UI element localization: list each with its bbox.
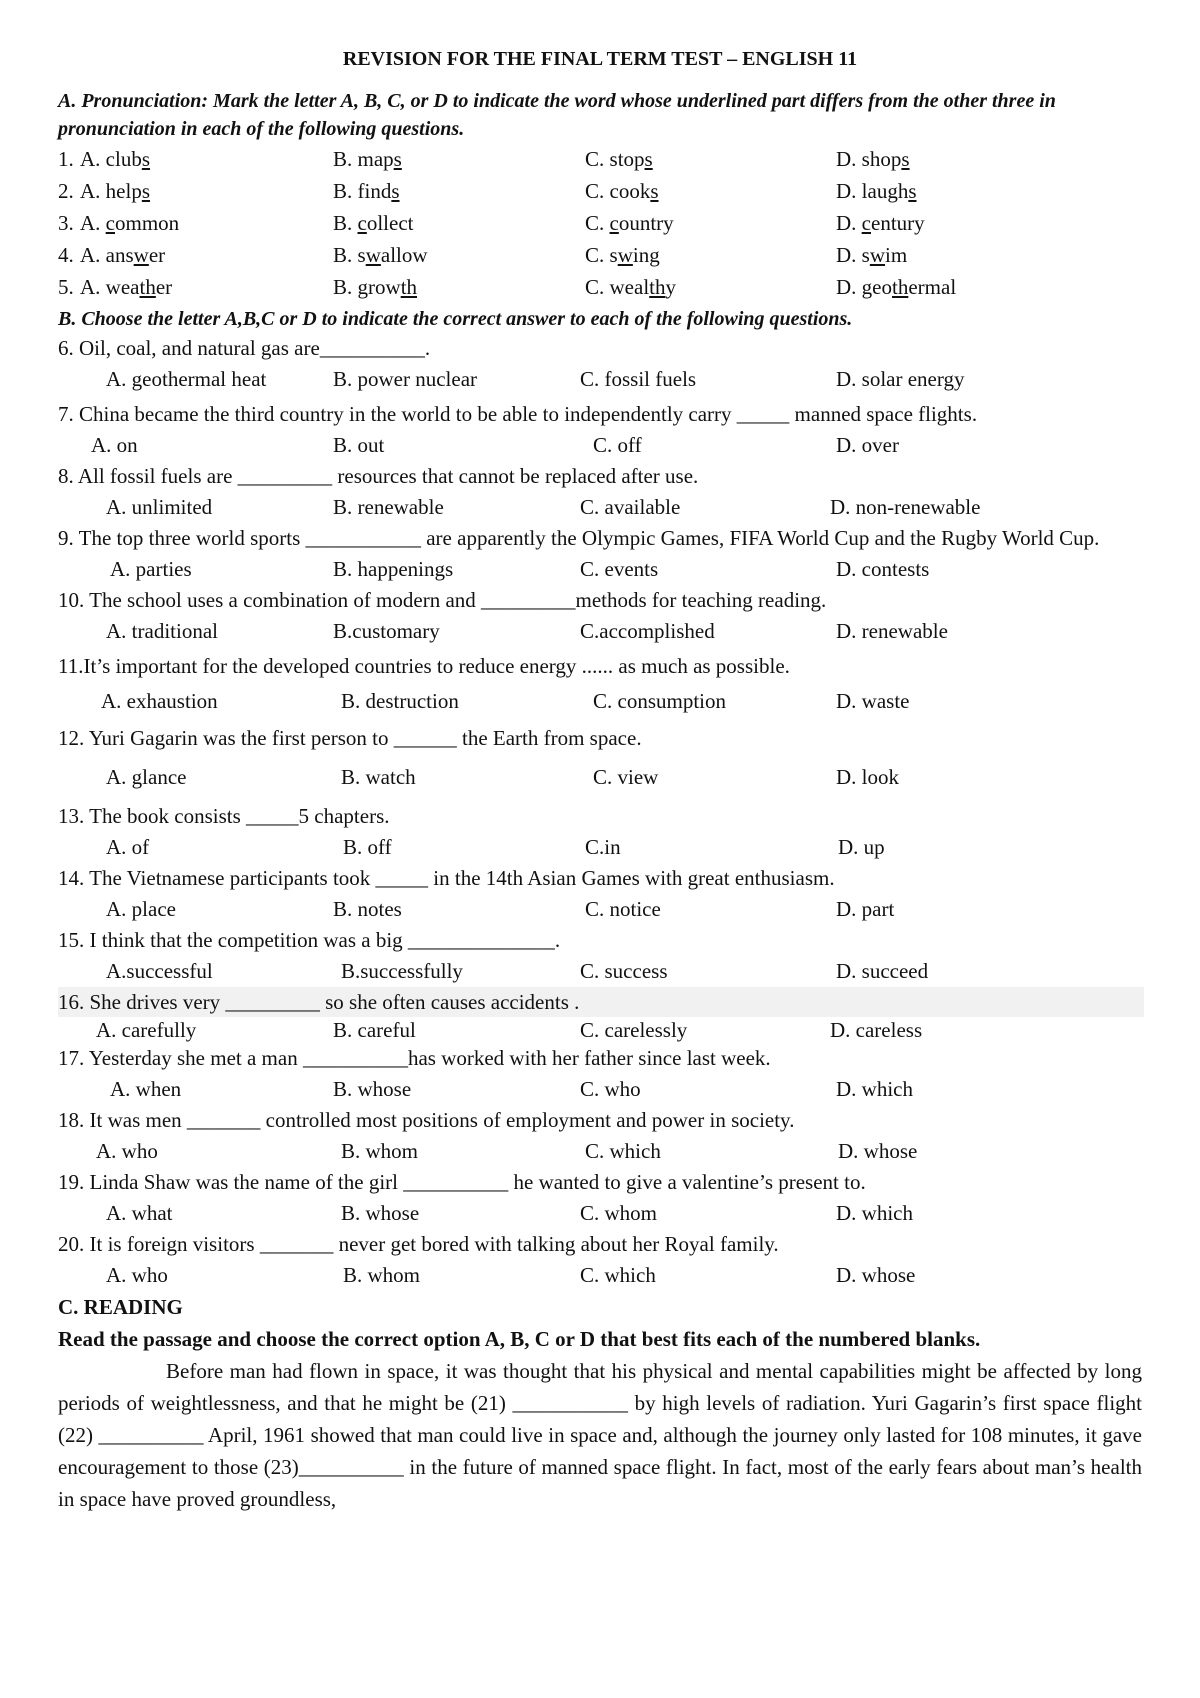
answer-option[interactable] <box>585 271 676 303</box>
answer-option[interactable]: A.successful <box>106 959 213 983</box>
pronunciation-question <box>58 143 1142 175</box>
question-number: 2. <box>58 179 74 203</box>
option-letter: C. <box>585 179 610 203</box>
answer-option[interactable]: D. which <box>836 1201 913 1225</box>
answer-option[interactable] <box>333 271 417 303</box>
option-letter: C. <box>585 275 610 299</box>
answer-option[interactable]: B. watch <box>341 765 416 789</box>
word-part: shop <box>861 147 902 171</box>
options-row <box>58 1259 1142 1291</box>
options-row <box>58 955 1142 987</box>
answer-option[interactable]: D. non-renewable <box>830 495 981 519</box>
answer-option[interactable]: A. geothermal heat <box>106 367 267 391</box>
answer-option[interactable]: B.customary <box>333 619 440 643</box>
question-stem: 14. The Vietnamese participants took _____ in the 14th Asian Games with great enthusiasm. <box>58 866 835 890</box>
word-part: grow <box>357 275 401 299</box>
section-a-heading: A. Pronunciation: Mark the letter A, B, C, or D to indicate the word whose underlined part differs from the other three in pronunciation in each of the following questions. <box>58 90 1056 140</box>
word-part: ans <box>105 243 134 267</box>
answer-option[interactable] <box>80 271 172 303</box>
underlined-part: s <box>908 179 917 203</box>
answer-option[interactable]: B. out <box>333 433 385 457</box>
answer-option[interactable]: C. success <box>580 959 668 983</box>
option-letter: C. <box>585 243 610 267</box>
question-stem: 19. Linda Shaw was the name of the girl __________ he wanted to give a valentine’s present to. <box>58 1170 866 1194</box>
underlined-part: s <box>141 147 151 171</box>
section-c-heading: C. READING <box>58 1295 183 1319</box>
answer-option[interactable] <box>836 143 910 175</box>
word-part: wea <box>105 275 140 299</box>
answer-option[interactable]: C. available <box>580 495 681 519</box>
answer-option[interactable]: B. renewable <box>333 495 444 519</box>
answer-option[interactable]: B. whose <box>333 1077 412 1101</box>
word-part: entury <box>871 211 925 235</box>
answer-option[interactable]: D. part <box>836 897 895 921</box>
question-stem: 11.It’s important for the developed countries to reduce energy ...... as much as possible. <box>58 654 790 678</box>
option-letter: B. <box>333 275 358 299</box>
option-letter: D. <box>836 211 862 235</box>
options-row <box>58 553 1142 585</box>
answer-option[interactable]: A. on <box>91 433 138 457</box>
answer-option[interactable]: D. look <box>836 765 899 789</box>
word-part: ollect <box>366 211 414 235</box>
word-part: ing <box>632 243 660 267</box>
answer-option[interactable]: A. place <box>106 897 176 921</box>
answer-option[interactable] <box>333 239 428 271</box>
answer-option[interactable]: B. power nuclear <box>333 367 478 391</box>
pronunciation-question <box>58 239 1142 271</box>
option-letter: B. <box>333 243 358 267</box>
answer-option[interactable]: A. glance <box>106 765 187 789</box>
question-stem: 16. She drives very _________ so she often causes accidents . <box>58 987 1144 1017</box>
question-stem: 18. It was men _______ controlled most positions of employment and power in society. <box>58 1108 795 1132</box>
word-part: ountry <box>618 211 674 235</box>
answer-option[interactable]: A. exhaustion <box>101 689 218 713</box>
answer-option[interactable]: D. which <box>836 1077 913 1101</box>
answer-option[interactable] <box>585 175 659 207</box>
option-letter: B. <box>333 211 358 235</box>
question-stem: 15. I think that the competition was a big ______________. <box>58 928 561 952</box>
section-b-heading: B. Choose the letter A,B,C or D to indicate the correct answer to each of the following questions. <box>58 308 853 330</box>
options-row <box>58 615 1142 647</box>
answer-option[interactable]: D. careless <box>830 1018 923 1042</box>
word-part: ermal <box>908 275 957 299</box>
answer-option[interactable]: C.accomplished <box>580 619 715 643</box>
answer-option[interactable]: A. of <box>106 835 150 859</box>
answer-option[interactable]: B. careful <box>333 1018 416 1042</box>
answer-option[interactable]: A. what <box>106 1201 173 1225</box>
word-part: er <box>148 243 166 267</box>
option-letter: A. <box>80 179 106 203</box>
answer-option[interactable]: A. traditional <box>106 619 218 643</box>
answer-option[interactable] <box>836 175 917 207</box>
word-part: s <box>609 243 618 267</box>
answer-option[interactable]: C. whom <box>580 1201 658 1225</box>
answer-option[interactable] <box>585 143 653 175</box>
options-row <box>58 893 1142 925</box>
answer-option[interactable] <box>333 143 402 175</box>
answer-option[interactable]: C. notice <box>585 897 661 921</box>
question-stem: 20. It is foreign visitors _______ never get bored with talking about her Royal family. <box>58 1232 779 1256</box>
option-letter: D. <box>836 147 862 171</box>
word-part: er <box>155 275 173 299</box>
underlined-part: w <box>133 243 149 267</box>
option-letter: A. <box>80 211 106 235</box>
word-part: weal <box>609 275 650 299</box>
answer-option[interactable]: D. waste <box>836 689 910 713</box>
answer-option[interactable]: D. contests <box>836 557 930 581</box>
answer-option[interactable]: B. off <box>343 835 392 859</box>
options-row <box>58 363 1142 395</box>
options-row <box>58 491 1142 523</box>
answer-option[interactable]: D. up <box>838 835 885 859</box>
question-stem: 13. The book consists _____5 chapters. <box>58 804 390 828</box>
question-stem: 12. Yuri Gagarin was the first person to ______ the Earth from space. <box>58 726 642 750</box>
underlined-part: s <box>901 147 910 171</box>
answer-option[interactable]: D. whose <box>836 1263 916 1287</box>
option-letter: D. <box>836 275 862 299</box>
answer-option[interactable]: A. parties <box>110 557 192 581</box>
underlined-part: c <box>861 211 871 235</box>
question-number: 5. <box>58 275 74 299</box>
answer-option[interactable]: B. whom <box>341 1139 419 1163</box>
word-part: cook <box>609 179 651 203</box>
options-row <box>58 1073 1142 1105</box>
underlined-part: th <box>892 275 909 299</box>
word-part: y <box>665 275 677 299</box>
answer-option[interactable]: B. whose <box>341 1201 420 1225</box>
options-row <box>58 429 1142 461</box>
options-row <box>58 761 1142 793</box>
answer-option[interactable]: A. who <box>106 1263 168 1287</box>
answer-option[interactable]: A. carefully <box>96 1018 197 1042</box>
pronunciation-question <box>58 175 1142 207</box>
option-letter: A. <box>80 275 106 299</box>
answer-option[interactable] <box>333 175 400 207</box>
underlined-part: w <box>617 243 633 267</box>
question-number: 3. <box>58 211 74 235</box>
option-letter: A. <box>80 243 106 267</box>
question-number: 1. <box>58 147 74 171</box>
answer-option[interactable]: A. when <box>110 1077 182 1101</box>
pronunciation-question <box>58 207 1142 239</box>
question-stem: 8. All fossil fuels are _________ resources that cannot be replaced after use. <box>58 464 699 488</box>
word-part: laugh <box>861 179 909 203</box>
answer-option[interactable]: D. renewable <box>836 619 948 643</box>
answer-option[interactable]: C.in <box>585 835 621 859</box>
options-row <box>58 1197 1142 1229</box>
underlined-part: w <box>869 243 886 267</box>
underlined-part: s <box>391 179 400 203</box>
options-row <box>58 685 1142 717</box>
option-letter: B. <box>333 147 358 171</box>
word-part: club <box>105 147 142 171</box>
underlined-part: c <box>357 211 367 235</box>
underlined-part: s <box>393 147 402 171</box>
section-a-questions <box>58 143 1142 303</box>
word-part: s <box>357 243 366 267</box>
answer-option[interactable]: C. events <box>580 557 659 581</box>
option-letter: C. <box>585 147 610 171</box>
answer-option[interactable] <box>836 271 956 303</box>
answer-option[interactable]: B. notes <box>333 897 402 921</box>
answer-option[interactable] <box>333 207 414 239</box>
underlined-part: c <box>609 211 619 235</box>
options-row <box>58 831 1142 863</box>
word-part: stop <box>609 147 645 171</box>
answer-option[interactable]: C. carelessly <box>580 1018 688 1042</box>
option-letter: B. <box>333 179 358 203</box>
underlined-part: s <box>644 147 653 171</box>
reading-instruction: Read the passage and choose the correct option A, B, C or D that best fits each of the numbered blanks. <box>58 1327 981 1351</box>
options-row <box>58 1017 1142 1043</box>
answer-option[interactable] <box>80 239 165 271</box>
answer-option[interactable]: C. which <box>585 1139 661 1163</box>
answer-option[interactable]: A. who <box>96 1139 158 1163</box>
word-part: help <box>105 179 142 203</box>
answer-option[interactable]: D. succeed <box>836 959 929 983</box>
question-stem: 6. Oil, coal, and natural gas are__________. <box>58 336 431 360</box>
answer-option[interactable]: A. unlimited <box>106 495 213 519</box>
underlined-part: c <box>105 211 115 235</box>
answer-option[interactable]: D. solar energy <box>836 367 965 391</box>
option-letter: D. <box>836 243 862 267</box>
word-part: ommon <box>115 211 180 235</box>
answer-option[interactable]: C. view <box>593 765 659 789</box>
answer-option[interactable]: B. whom <box>343 1263 421 1287</box>
underlined-part: s <box>141 179 151 203</box>
question-stem: 9. The top three world sports ___________ are apparently the Olympic Games, FIFA World Cup and the Rugby World Cup. <box>58 526 1100 550</box>
underlined-part: th <box>139 275 156 299</box>
answer-option[interactable]: B. happenings <box>333 557 454 581</box>
answer-option[interactable]: C. fossil fuels <box>580 367 697 391</box>
worksheet <box>58 48 1142 1515</box>
answer-option[interactable] <box>585 239 660 271</box>
answer-option[interactable] <box>836 207 925 239</box>
page-title: REVISION FOR THE FINAL TERM TEST – ENGLISH 11 <box>342 48 858 70</box>
answer-option[interactable]: B.successfully <box>341 959 463 983</box>
question-stem: 10. The school uses a combination of modern and _________methods for teaching reading. <box>58 588 827 612</box>
answer-option[interactable]: C. which <box>580 1263 656 1287</box>
answer-option[interactable]: D. whose <box>838 1139 918 1163</box>
option-letter: C. <box>585 211 610 235</box>
question-stem: 17. Yesterday she met a man __________has worked with her father since last week. <box>58 1046 771 1070</box>
underlined-part: w <box>365 243 381 267</box>
option-letter: D. <box>836 179 862 203</box>
answer-option[interactable]: C. consumption <box>593 689 727 713</box>
answer-option[interactable]: C. who <box>580 1077 641 1101</box>
underlined-part: th <box>649 275 666 299</box>
answer-option[interactable] <box>80 143 150 175</box>
answer-option[interactable] <box>80 175 150 207</box>
answer-option[interactable] <box>585 207 674 239</box>
word-part: im <box>885 243 908 267</box>
word-part: s <box>861 243 870 267</box>
pronunciation-question <box>58 271 1142 303</box>
underlined-part: th <box>400 275 418 299</box>
reading-passage: Before man had flown in space, it was thought that his physical and mental capabilities might be affected by long periods of weightlessness, and that he might be (21) ___________ by high levels of radiation. Yuri Gagarin’s first space flight (22) __________ April, 1961 showed that man could live in space and, although the journey only lasted for 108 minutes, it gave encouragement to those (23)__________ in the future of manned space flight. In fact, most of the early fears about man’s health in space have proved groundless, <box>58 1359 1142 1511</box>
options-row <box>58 1135 1142 1167</box>
word-part: map <box>357 147 394 171</box>
answer-option[interactable] <box>80 207 179 239</box>
question-number: 4. <box>58 243 74 267</box>
underlined-part: s <box>650 179 659 203</box>
word-part: allow <box>380 243 428 267</box>
answer-option[interactable]: C. off <box>593 433 642 457</box>
option-letter: A. <box>80 147 106 171</box>
question-stem: 7. China became the third country in the world to be able to independently carry _____ manned space flights. <box>58 402 978 426</box>
answer-option[interactable]: D. over <box>836 433 899 457</box>
word-part: find <box>357 179 392 203</box>
answer-option[interactable]: B. destruction <box>341 689 459 713</box>
word-part: geo <box>861 275 892 299</box>
section-b-questions <box>58 333 1142 1291</box>
answer-option[interactable] <box>836 239 907 271</box>
